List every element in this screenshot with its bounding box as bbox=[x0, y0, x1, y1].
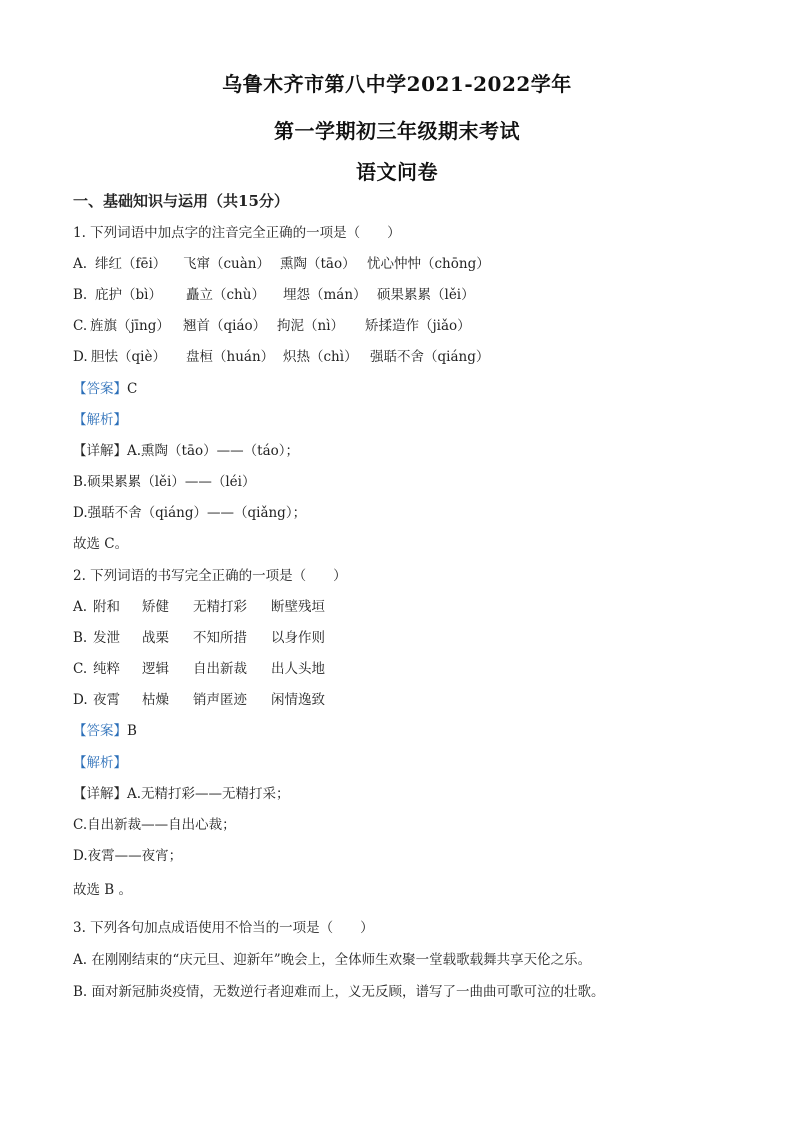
option-item: 枯燥 bbox=[142, 692, 169, 708]
option-item: 战栗 bbox=[142, 630, 169, 646]
detail-text: A.熏陶（tāo）——（táo）； bbox=[127, 443, 299, 459]
option-item: 出人头地 bbox=[271, 661, 325, 677]
detail-tag: 【详解】 bbox=[73, 786, 127, 802]
option-item: 旌旗（jīng） bbox=[90, 318, 170, 334]
option-item: 逻辑 bbox=[142, 661, 169, 677]
q1-analysis-tag: 【解析】 bbox=[73, 412, 127, 428]
q1-conclusion: 故选 C。 bbox=[73, 536, 129, 552]
q2-answer bbox=[73, 722, 137, 740]
option-item: 炽热（chì） bbox=[283, 349, 358, 365]
answer-value: B bbox=[127, 723, 137, 739]
q1-option-b bbox=[73, 286, 475, 304]
exam-title-subject: 语文问卷 bbox=[356, 160, 438, 184]
detail-tag: 【详解】 bbox=[73, 443, 127, 459]
option-item: 矫揉造作（jiǎo） bbox=[365, 318, 471, 334]
option-item: 熏陶（tāo） bbox=[280, 256, 356, 272]
option-item: 矫健 bbox=[142, 599, 169, 615]
option-item: 附和 bbox=[93, 599, 120, 615]
section-heading: 一、基础知识与运用（共15分） bbox=[73, 192, 289, 210]
q1-stem: 1. 下列词语中加点字的注音完全正确的一项是（ ） bbox=[73, 225, 401, 241]
option-item: 忧心忡忡（chōng） bbox=[367, 256, 490, 272]
option-item: 盘桓（huán） bbox=[186, 349, 275, 365]
q1-detail-b: B.硕果累累（lěi）——（léi） bbox=[73, 474, 256, 490]
option-item: 销声匿迹 bbox=[193, 692, 247, 708]
option-item: 埋怨（mán） bbox=[283, 287, 367, 303]
q2-detail-c: C.自出新裁——自出心裁； bbox=[73, 817, 236, 833]
option-letter: A. bbox=[73, 599, 88, 615]
detail-text: A.无精打彩——无精打采； bbox=[127, 786, 290, 802]
option-item: 强聒不舍（qiáng） bbox=[370, 349, 490, 365]
option-letter: C. bbox=[73, 661, 88, 677]
answer-tag: 【答案】 bbox=[73, 381, 127, 397]
option-letter: B. bbox=[73, 630, 88, 646]
q1-detail-d: D.强聒不舍（qiáng）——（qiǎng）； bbox=[73, 505, 307, 521]
q2-detail-a bbox=[73, 785, 290, 803]
option-letter: C. bbox=[73, 318, 88, 334]
q3-option-b: B. 面对新冠肺炎疫情，无数逆行者迎难而上，义无反顾，谱写了一曲曲可歌可泣的壮歌。 bbox=[73, 984, 605, 1000]
q1-detail-a bbox=[73, 442, 299, 460]
q1-option-c bbox=[73, 317, 471, 335]
q2-option-b bbox=[73, 629, 325, 647]
q2-stem: 2. 下列词语的书写完全正确的一项是（ ） bbox=[73, 568, 347, 584]
q3-stem: 3. 下列各句加点成语使用不恰当的一项是（ ） bbox=[73, 920, 374, 936]
q1-option-a bbox=[73, 255, 490, 273]
option-item: 绯红（fēi） bbox=[95, 256, 167, 272]
option-item: 飞窜（cuàn） bbox=[183, 256, 270, 272]
option-item: 胆怯（qiè） bbox=[91, 349, 166, 365]
q1-option-d bbox=[73, 348, 490, 366]
q2-analysis-tag: 【解析】 bbox=[73, 755, 127, 771]
option-item: 纯粹 bbox=[93, 661, 120, 677]
option-item: 闲情逸致 bbox=[271, 692, 325, 708]
option-item: 发泄 bbox=[93, 630, 120, 646]
q2-option-a bbox=[73, 598, 325, 616]
option-item: 无精打彩 bbox=[193, 599, 247, 615]
option-item: 断壁残垣 bbox=[271, 599, 325, 615]
option-item: 庇护（bì） bbox=[95, 287, 162, 303]
option-letter: D. bbox=[73, 692, 88, 708]
option-item: 硕果累累（lěi） bbox=[377, 287, 475, 303]
q2-conclusion: 故选 B 。 bbox=[73, 882, 133, 898]
option-item: 夜霄 bbox=[93, 692, 120, 708]
option-letter: B. bbox=[73, 287, 88, 303]
option-letter: A. bbox=[73, 256, 88, 272]
q2-option-d bbox=[73, 691, 325, 709]
option-letter: D. bbox=[73, 349, 88, 365]
q1-answer bbox=[73, 380, 137, 398]
option-item: 翘首（qiáo） bbox=[183, 318, 267, 334]
q2-detail-d: D.夜霄——夜宵； bbox=[73, 848, 183, 864]
exam-title-term: 第一学期初三年级期末考试 bbox=[274, 119, 520, 143]
q2-option-c bbox=[73, 660, 325, 678]
answer-value: C bbox=[127, 381, 138, 397]
option-item: 不知所措 bbox=[193, 630, 247, 646]
option-item: 自出新裁 bbox=[193, 661, 247, 677]
option-item: 以身作则 bbox=[271, 630, 325, 646]
q3-option-a: A. 在刚刚结束的“庆元旦、迎新年”晚会上，全体师生欢聚一堂载歌载舞共享天伦之乐。 bbox=[73, 952, 592, 968]
exam-title-school: 乌鲁木齐市第八中学2021-2022学年 bbox=[222, 72, 572, 96]
answer-tag: 【答案】 bbox=[73, 723, 127, 739]
option-item: 矗立（chù） bbox=[186, 287, 265, 303]
option-item: 拘泥（nì） bbox=[277, 318, 345, 334]
